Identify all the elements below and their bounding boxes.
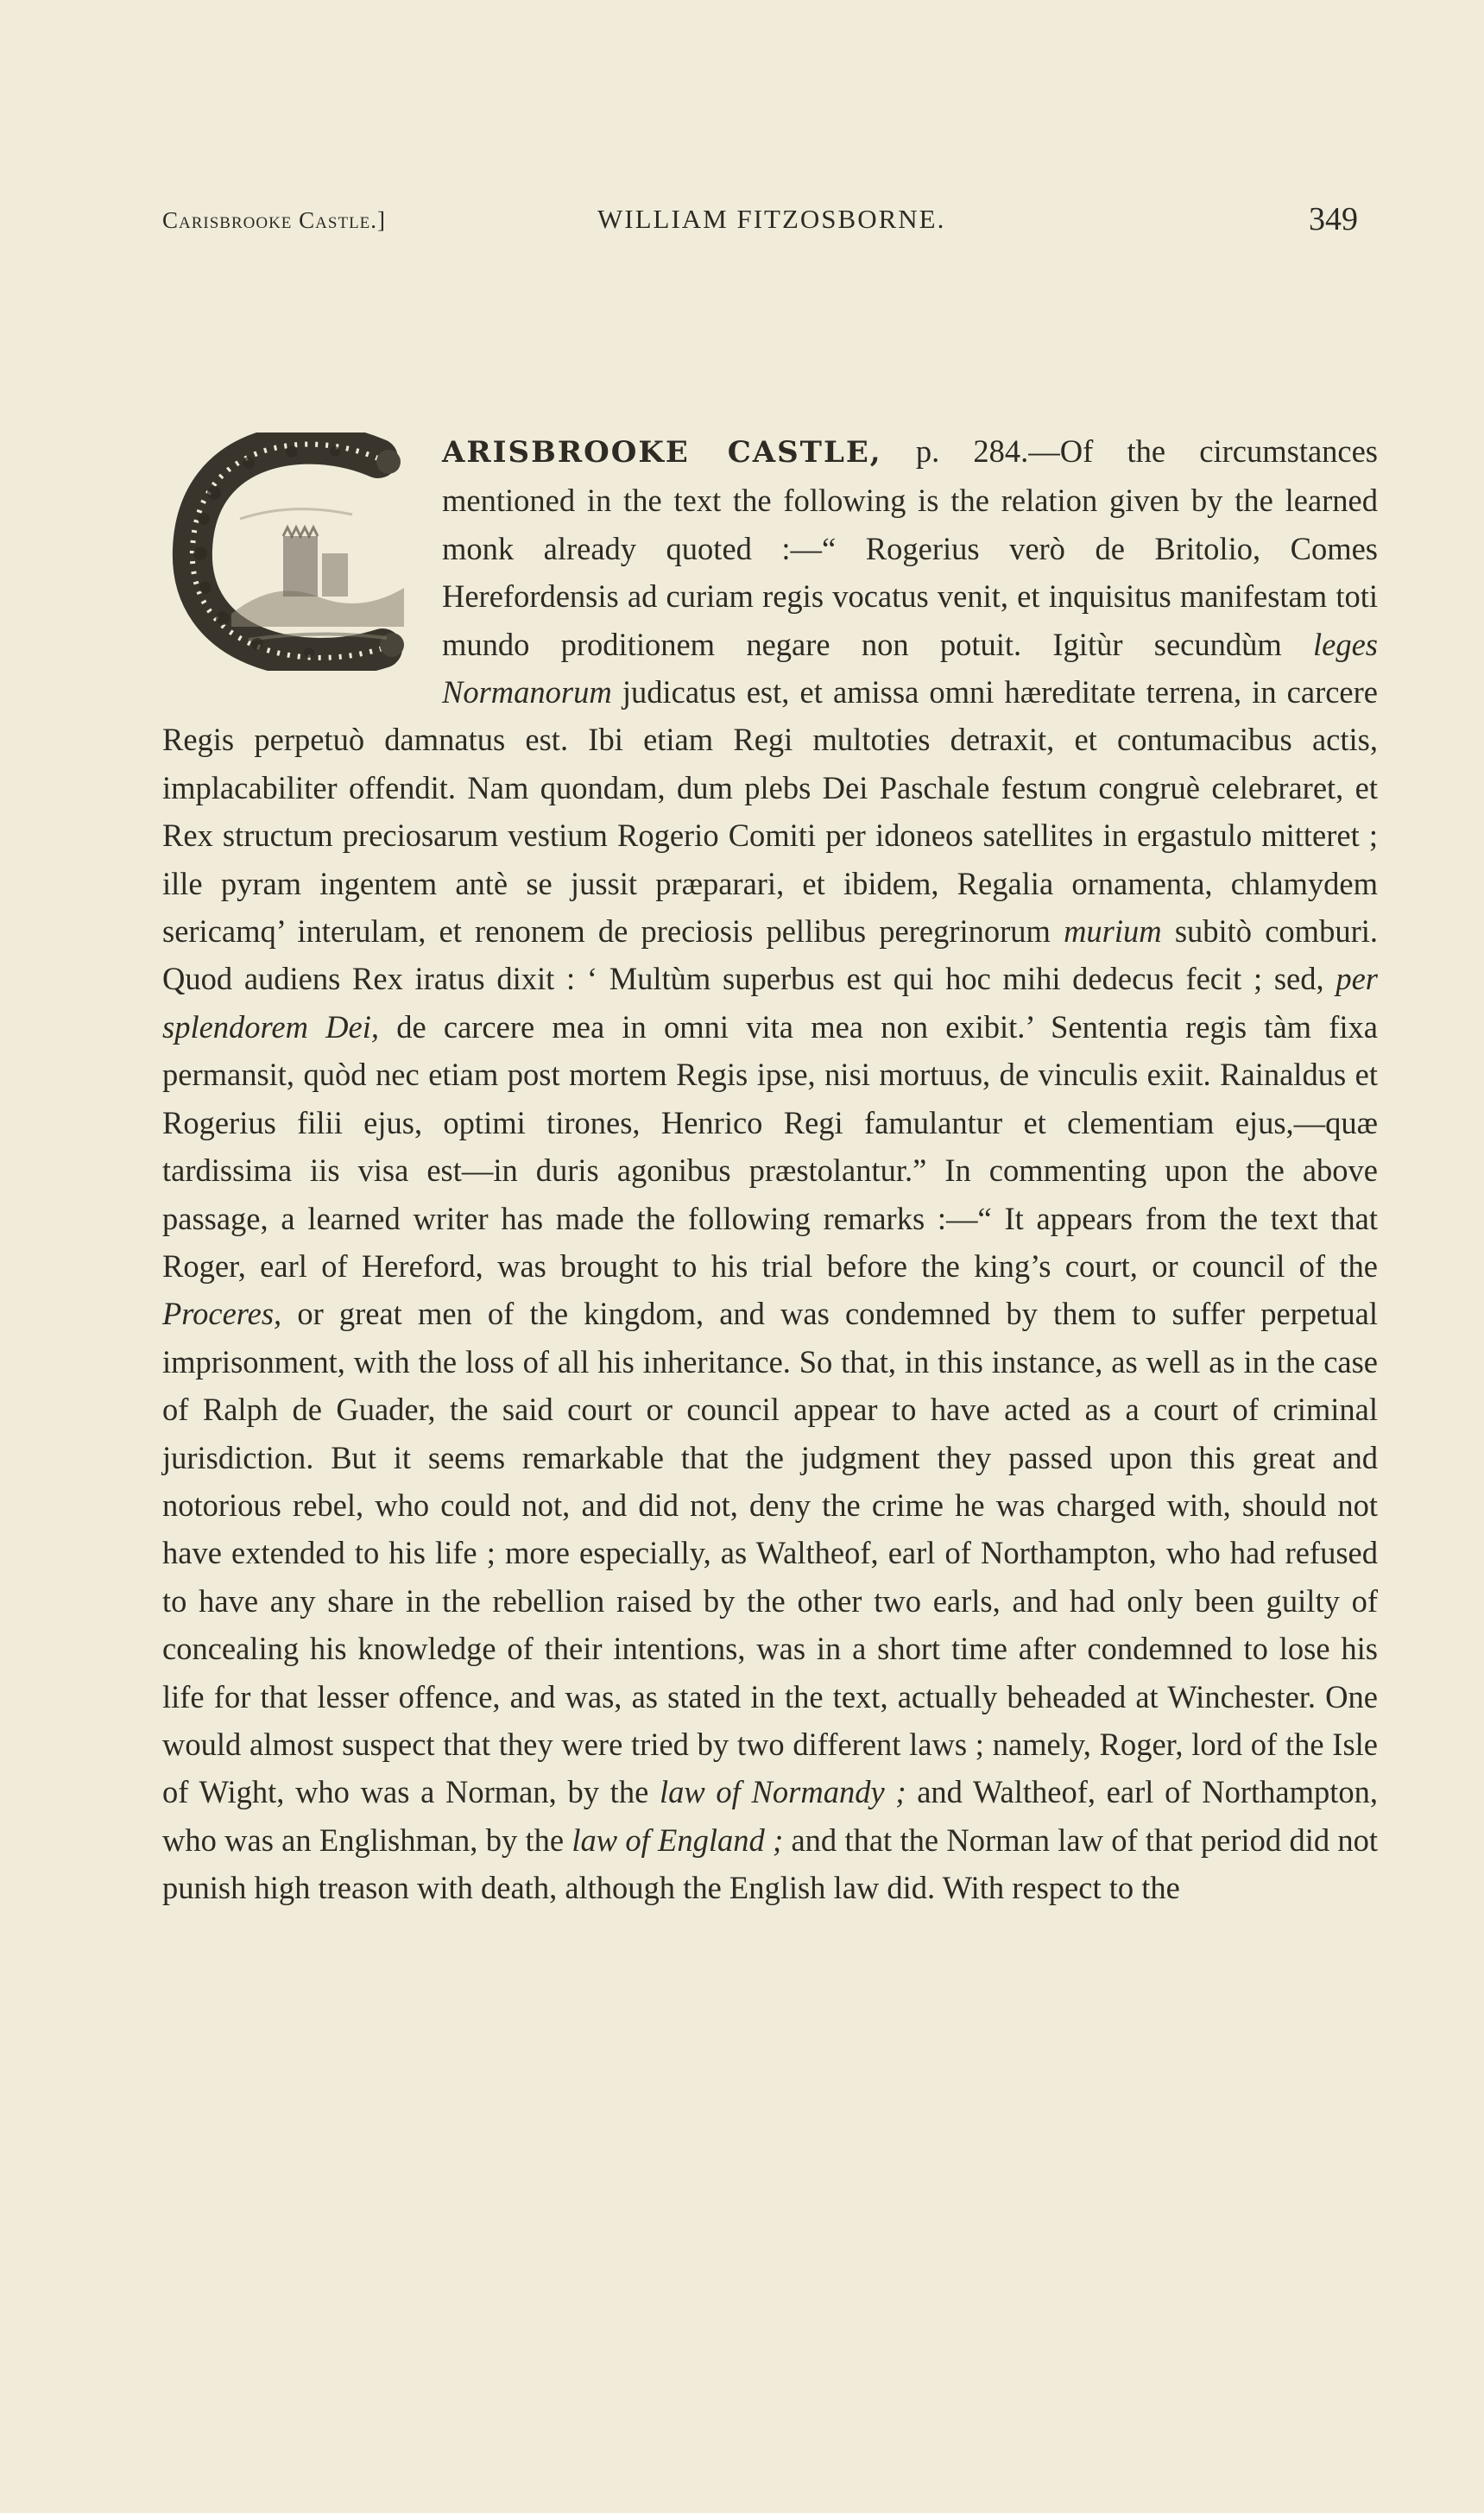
running-head: [162, 197, 1371, 249]
running-head-section: Carisbrooke Castle.]: [162, 207, 387, 233]
italic-phrase: murium: [1064, 913, 1162, 950]
italic-phrase: Proceres,: [162, 1296, 282, 1332]
italic-phrase: per splendorem Dei,: [162, 961, 1378, 1045]
text-segment: subitò comburi. Quod audiens Rex iratus dixit : ‘ Multùm superbus est qui hoc mihi dedecus fecit ; sed,: [162, 913, 1378, 997]
page-number: 349: [1309, 201, 1358, 237]
text-segment: de carcere mea in omni vita mea non exibit.’ Sententia regis tàm fixa permansit, quòd nec etiam post mortem Regis ipse, nisi mortuus, de vinculis exiit. Rainaldus et Rogerius filii ejus, optimi tirones, Henrico Regi famulantur et clementiam ejus,—quæ tardissima iis visa est—in duris agonibus præstolantur.” In commenting upon the above passage, a learned writer has made the following remarks :—“ It appears from the text that Roger, earl of Hereford, was brought to his trial before the king’s court, or council of the: [162, 1008, 1378, 1284]
section-heading: ARISBROOKE CASTLE,: [442, 435, 882, 470]
body-text: [162, 427, 1378, 1912]
text-segment: or great men of the kingdom, and was condemned by them to suffer perpetual imprisonment, with the loss of all his inheritance. So that, in this instance, as well as in the case of Ralph de Guader, the said court or council appear to have acted as a court of criminal jurisdiction. But it seems remarkable that the judgment they passed upon this great and notorious rebel, who could not, and did not, deny the crime he was charged with, should not have extended to his life ; more especially, as Waltheof, earl of Northampton, who had refused to have any share in the rebellion raised by the other two earls, and had only been guilty of concealing his knowledge of their intentions, was in a short time after condemned to lose his life for that lesser offence, and was, as stated in the text, actually beheaded at Winchester. One would almost suspect that they were tried by two different laws ; namely, Roger, lord of the Isle of Wight, who was a Norman, by the: [162, 1296, 1378, 1810]
italic-phrase: leges Normanorum: [442, 626, 1378, 710]
text-segment: and that the Norman law of that period did not punish high treason with death, although the English law did. With respect to the: [162, 1822, 1379, 1906]
italic-phrase: law of Normandy ;: [659, 1774, 906, 1810]
text-segment: and Waltheof, earl of Northampton, who was an Englishman, by the: [162, 1774, 1378, 1858]
italic-phrase: law of England ;: [571, 1822, 784, 1858]
ornamental-initial-icon: [162, 433, 430, 671]
running-head-title: WILLIAM FITZOSBORNE.: [597, 204, 946, 234]
text-segment: p. 284.—Of the circumstances mentioned in the text the following is the relation given by the learned monk already quoted :—“ Rogerius verò de Britolio, Comes Herefordensis ad curiam regis vocatus venit, et inquisitus manifestam toti mundo proditionem negare non potuit. Igitùr secundùm: [442, 433, 1379, 662]
text-segment: judicatus est, et amissa omni hæreditate terrena, in carcere Regis perpetuò damnatus est. Ibi etiam Regi multoties detraxit, et contumacibus actis, implacabiliter offendit. Nam quondam, dum plebs Dei Paschale festum congruè celebraret, et Rex structum preciosarum vestium Rogerio Comiti per idoneos satellites in ergastulo mitteret ; ille pyram ingentem antè se jussit præparari, et ibidem, Regalia ornamenta, chlamydem sericamq’ interulam, et renonem de preciosis pellibus peregrinorum: [162, 674, 1378, 950]
